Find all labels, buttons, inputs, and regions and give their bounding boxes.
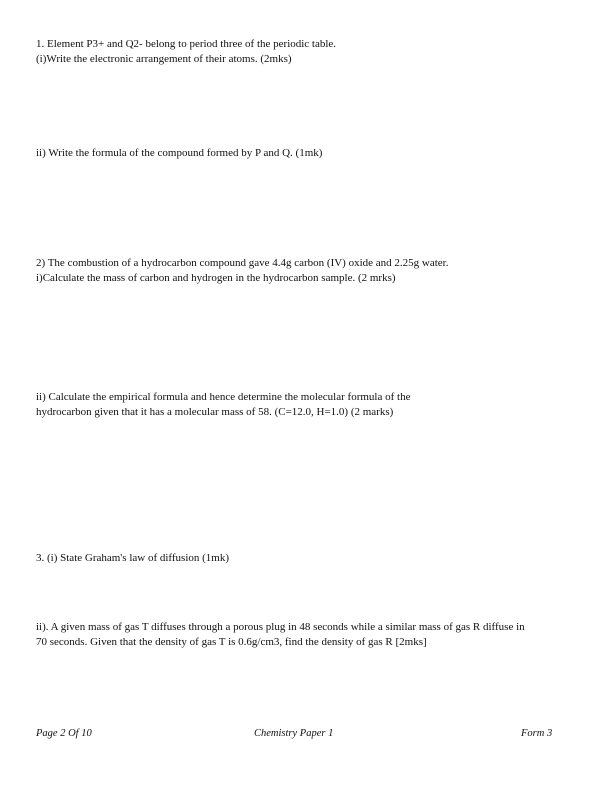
question-3 xyxy=(36,551,229,566)
question-2-part-i: i)Calculate the mass of carbon and hydrogen in the hydrocarbon sample. (2 mrks) xyxy=(36,271,396,284)
question-1-part-i: (i)Write the electronic arrangement of their atoms. (2mks) xyxy=(36,52,292,65)
question-3-part-ii-line-1: ii). A given mass of gas T diffuses through a porous plug in 48 seconds while a similar mass of gas R diffuse in xyxy=(36,621,525,633)
question-2-part-ii-line-2: hydrocarbon given that it has a molecular mass of 58. (C=12.0, H=1.0) (2 marks) xyxy=(36,405,394,418)
question-2 xyxy=(36,256,449,285)
question-1-part-ii-text: ii) Write the formula of the compound formed by P and Q. (1mk) xyxy=(36,147,323,159)
footer-form: Form 3 xyxy=(521,728,553,739)
question-3-part-ii xyxy=(36,620,525,649)
question-2-stem: 2) The combustion of a hydrocarbon compound gave 4.4g carbon (IV) oxide and 2.25g water. xyxy=(36,257,449,269)
question-1-part-ii xyxy=(36,146,322,161)
question-2-part-ii-line-1: ii) Calculate the empirical formula and hence determine the molecular formula of the xyxy=(36,391,411,403)
question-3-part-i: 3. (i) State Graham's law of diffusion (1mk) xyxy=(36,552,230,564)
question-1 xyxy=(36,37,336,66)
question-2-part-ii xyxy=(36,390,410,419)
page-footer xyxy=(36,728,556,744)
question-3-part-ii-line-2: 70 seconds. Given that the density of gas T is 0.6g/cm3, find the density of gas R [2mks] xyxy=(36,635,427,648)
question-1-stem: 1. Element P3+ and Q2- belong to period three of the periodic table. xyxy=(36,38,337,50)
footer-page-number: Page 2 Of 10 xyxy=(36,728,92,739)
footer-paper-title: Chemistry Paper 1 xyxy=(254,728,334,739)
